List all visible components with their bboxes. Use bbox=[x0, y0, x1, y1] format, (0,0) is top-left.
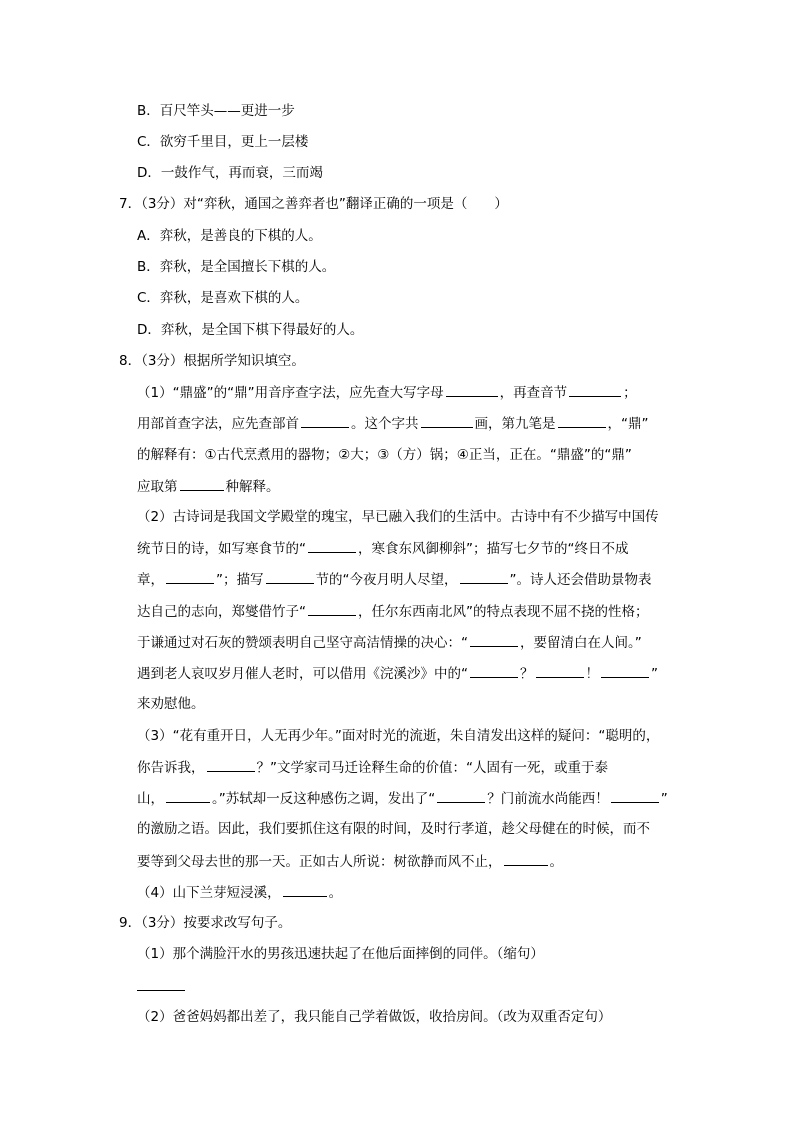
answer-blank bbox=[166, 569, 214, 584]
text: 。 bbox=[549, 854, 563, 870]
q8-p2-line2 bbox=[137, 538, 629, 559]
q8-p1-line3: 的解释有：①古代烹煮用的器物；②大；③（方）锅；④正当，正在。“鼎盛”的“鼎” bbox=[137, 447, 632, 463]
answer-blank bbox=[611, 788, 659, 803]
text: 应取第 bbox=[137, 479, 178, 495]
text: 。 bbox=[328, 885, 343, 901]
text: 山， bbox=[137, 791, 164, 807]
q8-p3-line2 bbox=[137, 757, 608, 778]
q9-stem: 9．（3分）按要求改写句子。 bbox=[119, 915, 292, 931]
answer-blank bbox=[601, 663, 649, 678]
q6-option-d: D．一鼓作气，再而衰，三而竭 bbox=[137, 165, 323, 181]
text: ，任尔东西南北风”的特点表现不屈不挠的性格； bbox=[358, 604, 649, 620]
text: 达自己的志向，郑燮借竹子“ bbox=[137, 604, 306, 620]
q6-option-c: C．欲穷千里目，更上一层楼 bbox=[137, 134, 309, 150]
q9-sentence-1: （1）那个满脸汗水的男孩迅速扶起了在他后面摔倒的同伴。（缩句） bbox=[137, 946, 544, 962]
answer-blank bbox=[536, 663, 584, 678]
q9-sentence-2: （2）爸爸妈妈都出差了，我只能自己学着做饭，收拾房间。（改为双重否定句） bbox=[137, 1009, 612, 1025]
text: 。”苏轼却一反这种感伤之调，发出了“ bbox=[212, 791, 436, 807]
text: ； bbox=[623, 385, 637, 401]
answer-blank bbox=[470, 632, 518, 647]
q8-p1-line2 bbox=[137, 413, 649, 434]
q9-answer-line-1 bbox=[137, 976, 187, 997]
text: 节的“今夜月明人尽望， bbox=[315, 572, 458, 588]
q8-p3-line4: 的激励之语。因此，我们要抓住这有限的时间，及时行孝道，趁父母健在的时候，而不 bbox=[137, 821, 650, 837]
answer-blank bbox=[308, 538, 356, 553]
q7-option-d: D．弈秋，是全国下棋下得最好的人。 bbox=[137, 322, 364, 338]
answer-blank bbox=[166, 788, 210, 803]
answer-blank bbox=[504, 851, 548, 866]
text: ，要留清白在人间。” bbox=[520, 635, 642, 651]
q8-p2-line7: 来劝慰他。 bbox=[137, 696, 205, 712]
q8-p3-line5 bbox=[137, 851, 563, 872]
q8-p3-line1: （3）“花有重开日，人无再少年。”面对时光的流逝，朱自清发出这样的疑问：“聪明的， bbox=[137, 728, 660, 744]
answer-blank bbox=[283, 882, 327, 897]
answer-blank bbox=[207, 757, 255, 772]
answer-blank bbox=[137, 976, 185, 991]
text: 统节日的诗，如写寒食节的“ bbox=[137, 541, 306, 557]
q8-p2-line5 bbox=[137, 632, 642, 653]
text: （4）山下兰芽短浸溪， bbox=[137, 885, 281, 901]
text: ！ bbox=[585, 666, 599, 682]
text: ”。诗人还会借助景物表 bbox=[509, 572, 652, 588]
q7-option-c: C．弈秋，是喜欢下棋的人。 bbox=[137, 290, 309, 306]
text: ？”文学家司马迁诠释生命的价值：“人固有一死，或重于泰 bbox=[256, 760, 608, 776]
text: 画，第九笔是 bbox=[474, 416, 556, 432]
q7-stem: 7．（3分）对“弈秋，通国之善弈者也”翻译正确的一项是（ ） bbox=[119, 196, 508, 212]
q7-option-a: A．弈秋，是善良的下棋的人。 bbox=[137, 228, 322, 244]
text: 种解释。 bbox=[225, 479, 280, 495]
q8-p1-line1 bbox=[137, 382, 637, 403]
answer-blank bbox=[470, 663, 518, 678]
answer-blank bbox=[437, 788, 485, 803]
q8-p2-line3 bbox=[137, 569, 652, 590]
answer-blank bbox=[460, 569, 508, 584]
q8-p2-line1: （2）古诗词是我国文学殿堂的瑰宝，早已融入我们的生活中。古诗中有不少描写中国传 bbox=[137, 509, 659, 525]
q8-p1-line4 bbox=[137, 476, 280, 497]
answer-blank bbox=[558, 413, 606, 428]
text: ？门前流水尚能西！ bbox=[487, 791, 609, 807]
text: ，“鼎” bbox=[607, 416, 649, 432]
answer-blank bbox=[308, 601, 356, 616]
text: ，再查音节 bbox=[499, 385, 568, 401]
text: 。这个字共 bbox=[351, 416, 419, 432]
text: 你告诉我， bbox=[137, 760, 205, 776]
answer-blank bbox=[301, 413, 349, 428]
q8-p2-line6 bbox=[137, 663, 658, 684]
answer-blank bbox=[446, 382, 498, 397]
q7-option-b: B．弈秋，是全国擅长下棋的人。 bbox=[137, 259, 336, 275]
text: ”；描写 bbox=[216, 572, 264, 588]
text: （1）“鼎盛”的“鼎”用音序查字法，应先查大写字母 bbox=[137, 385, 444, 401]
answer-blank bbox=[569, 382, 621, 397]
answer-blank bbox=[180, 476, 224, 491]
q8-stem: 8．（3分）根据所学知识填空。 bbox=[119, 353, 305, 369]
text: ” bbox=[651, 666, 658, 682]
q6-option-b: B．百尺竿头——更进一步 bbox=[137, 103, 295, 119]
q8-p2-line4 bbox=[137, 601, 649, 622]
text: 遇到老人哀叹岁月催人老时，可以借用《浣溪沙》中的“ bbox=[137, 666, 468, 682]
answer-blank bbox=[421, 413, 473, 428]
q8-p4-line1 bbox=[137, 882, 342, 903]
text: ，寒食东风御柳斜”；描写七夕节的“终日不成 bbox=[358, 541, 629, 557]
text: ” bbox=[660, 791, 668, 807]
text: 于谦通过对石灰的赞颂表明自己坚守高洁情操的决心：“ bbox=[137, 635, 468, 651]
answer-blank bbox=[266, 569, 314, 584]
text: 要等到父母去世的那一天。正如古人所说：树欲静而风不止， bbox=[137, 854, 502, 870]
text: ？ bbox=[520, 666, 534, 682]
text: 章， bbox=[137, 572, 164, 588]
q8-p3-line3 bbox=[137, 788, 668, 809]
text: 用部首查字法，应先查部首 bbox=[137, 416, 299, 432]
